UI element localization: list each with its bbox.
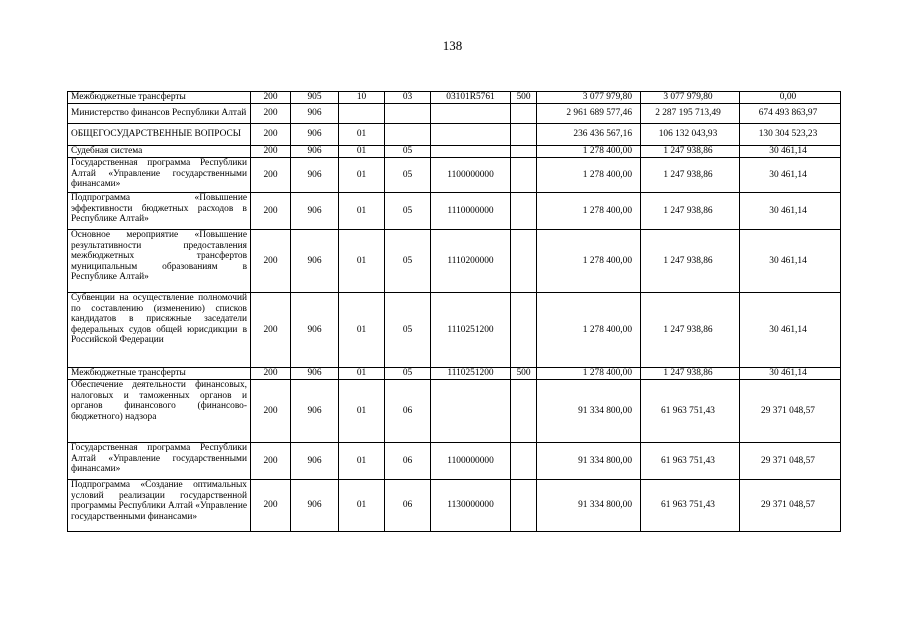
row-amount-1-cell: 1 278 400,00 [537,230,641,293]
row-target-article-cell: 1100000000 [431,443,511,480]
row-name-cell: Обеспечение деятельности финансовых, налоговых и таможенных органов и органов финансового (финансово-бюджетного) надзора [68,380,251,443]
row-amount-2-cell: 1 247 938,86 [641,158,740,193]
budget-table [67,91,841,532]
row-name-cell: Судебная система [68,146,251,158]
row-name-cell: ОБЩЕГОСУДАРСТВЕННЫЕ ВОПРОСЫ [68,124,251,146]
row-expense-type-cell [511,443,537,480]
row-section-cell: 01 [339,158,385,193]
row-code-a-cell: 200 [251,368,291,380]
row-section-cell: 01 [339,368,385,380]
row-amount-3-cell: 29 371 048,57 [740,380,841,443]
row-target-article-cell [431,104,511,124]
row-target-article-cell [431,124,511,146]
row-subsection-cell: 06 [385,480,431,532]
row-expense-type-cell: 500 [511,92,537,104]
row-code-b-cell: 906 [291,104,339,124]
row-code-b-cell: 906 [291,380,339,443]
row-amount-2-cell: 106 132 043,93 [641,124,740,146]
row-subsection-cell: 06 [385,380,431,443]
row-section-cell: 01 [339,230,385,293]
row-code-a-cell: 200 [251,146,291,158]
row-section-cell: 01 [339,193,385,230]
row-amount-1-cell: 2 961 689 577,46 [537,104,641,124]
row-code-b-cell: 906 [291,158,339,193]
row-subsection-cell: 05 [385,158,431,193]
row-amount-3-cell: 130 304 523,23 [740,124,841,146]
row-target-article-cell: 03101R5761 [431,92,511,104]
row-subsection-cell: 05 [385,146,431,158]
row-code-b-cell: 906 [291,443,339,480]
table-row [68,146,841,158]
row-amount-2-cell: 3 077 979,80 [641,92,740,104]
row-expense-type-cell [511,124,537,146]
row-target-article-cell [431,146,511,158]
row-target-article-cell: 1110251200 [431,368,511,380]
row-amount-2-cell: 1 247 938,86 [641,368,740,380]
row-expense-type-cell [511,193,537,230]
row-subsection-cell [385,124,431,146]
row-subsection-cell: 06 [385,443,431,480]
table-body [68,92,841,532]
row-section-cell [339,104,385,124]
row-amount-1-cell: 3 077 979,80 [537,92,641,104]
row-amount-1-cell: 1 278 400,00 [537,293,641,368]
row-code-a-cell: 200 [251,443,291,480]
row-amount-1-cell: 91 334 800,00 [537,443,641,480]
row-amount-2-cell: 61 963 751,43 [641,443,740,480]
row-target-article-cell: 1110200000 [431,230,511,293]
row-amount-1-cell: 1 278 400,00 [537,193,641,230]
page-number: 138 [442,38,463,53]
row-code-a-cell: 200 [251,193,291,230]
row-code-b-cell: 906 [291,124,339,146]
row-code-b-cell: 906 [291,193,339,230]
row-name-cell: Межбюджетные трансферты [68,92,251,104]
row-name-cell: Межбюджетные трансферты [68,368,251,380]
row-section-cell: 01 [339,146,385,158]
table-row [68,193,841,230]
row-section-cell: 01 [339,480,385,532]
row-section-cell: 01 [339,293,385,368]
row-amount-1-cell: 236 436 567,16 [537,124,641,146]
row-target-article-cell: 1110000000 [431,193,511,230]
row-amount-3-cell: 30 461,14 [740,158,841,193]
row-subsection-cell: 03 [385,92,431,104]
row-subsection-cell: 05 [385,193,431,230]
row-target-article-cell: 1100000000 [431,158,511,193]
row-section-cell: 10 [339,92,385,104]
row-amount-1-cell: 1 278 400,00 [537,158,641,193]
row-expense-type-cell [511,380,537,443]
row-expense-type-cell [511,293,537,368]
table-row [68,104,841,124]
row-expense-type-cell [511,146,537,158]
row-code-b-cell: 905 [291,92,339,104]
row-amount-1-cell: 1 278 400,00 [537,146,641,158]
row-subsection-cell [385,104,431,124]
table-row [68,92,841,104]
row-amount-1-cell: 1 278 400,00 [537,368,641,380]
row-expense-type-cell [511,230,537,293]
row-target-article-cell: 1130000000 [431,480,511,532]
table-row [68,230,841,293]
row-code-a-cell: 200 [251,92,291,104]
row-section-cell: 01 [339,443,385,480]
row-expense-type-cell [511,480,537,532]
row-amount-3-cell: 29 371 048,57 [740,480,841,532]
row-amount-2-cell: 1 247 938,86 [641,230,740,293]
row-code-b-cell: 906 [291,146,339,158]
row-section-cell: 01 [339,380,385,443]
row-name-cell: Подпрограмма «Создание оптимальных условий реализации государственной программы Республики Алтай «Управление государственными финансами» [68,480,251,532]
row-name-cell: Подпрограмма «Повышение эффективности бюджетных расходов в Республике Алтай» [68,193,251,230]
row-amount-3-cell: 674 493 863,97 [740,104,841,124]
row-amount-3-cell: 30 461,14 [740,368,841,380]
row-expense-type-cell [511,104,537,124]
table-row [68,480,841,532]
row-target-article-cell [431,380,511,443]
row-expense-type-cell [511,158,537,193]
table-row [68,380,841,443]
row-code-a-cell: 200 [251,230,291,293]
row-code-a-cell: 200 [251,293,291,368]
row-code-b-cell: 906 [291,368,339,380]
row-amount-2-cell: 1 247 938,86 [641,293,740,368]
row-amount-2-cell: 61 963 751,43 [641,380,740,443]
row-amount-1-cell: 91 334 800,00 [537,480,641,532]
row-name-cell: Основное мероприятие «Повышение результативности предоставления межбюджетных трансфертов муниципальным образованиям в Республике Алтай» [68,230,251,293]
row-code-a-cell: 200 [251,380,291,443]
row-amount-2-cell: 1 247 938,86 [641,146,740,158]
row-code-a-cell: 200 [251,124,291,146]
row-name-cell: Министерство финансов Республики Алтай [68,104,251,124]
table-row [68,443,841,480]
row-code-b-cell: 906 [291,480,339,532]
row-amount-1-cell: 91 334 800,00 [537,380,641,443]
row-subsection-cell: 05 [385,230,431,293]
row-section-cell: 01 [339,124,385,146]
row-subsection-cell: 05 [385,293,431,368]
row-code-a-cell: 200 [251,158,291,193]
row-code-a-cell: 200 [251,480,291,532]
row-target-article-cell: 1110251200 [431,293,511,368]
row-amount-2-cell: 2 287 195 713,49 [641,104,740,124]
row-name-cell: Государственная программа Республики Алтай «Управление государственными финансами» [68,443,251,480]
table-row [68,158,841,193]
row-name-cell: Государственная программа Республики Алтай «Управление государственными финансами» [68,158,251,193]
table-row [68,368,841,380]
row-subsection-cell: 05 [385,368,431,380]
row-amount-3-cell: 0,00 [740,92,841,104]
row-amount-3-cell: 30 461,14 [740,146,841,158]
row-code-b-cell: 906 [291,293,339,368]
row-amount-3-cell: 30 461,14 [740,293,841,368]
table-row [68,124,841,146]
row-amount-3-cell: 29 371 048,57 [740,443,841,480]
row-amount-2-cell: 61 963 751,43 [641,480,740,532]
row-amount-3-cell: 30 461,14 [740,230,841,293]
table-row [68,293,841,368]
row-amount-2-cell: 1 247 938,86 [641,193,740,230]
row-code-a-cell: 200 [251,104,291,124]
row-code-b-cell: 906 [291,230,339,293]
row-name-cell: Субвенции на осуществление полномочий по составлению (изменению) списков кандидатов в присяжные заседатели федеральных судов общей юрисдикции в Российской Федерации [68,293,251,368]
row-amount-3-cell: 30 461,14 [740,193,841,230]
row-expense-type-cell: 500 [511,368,537,380]
